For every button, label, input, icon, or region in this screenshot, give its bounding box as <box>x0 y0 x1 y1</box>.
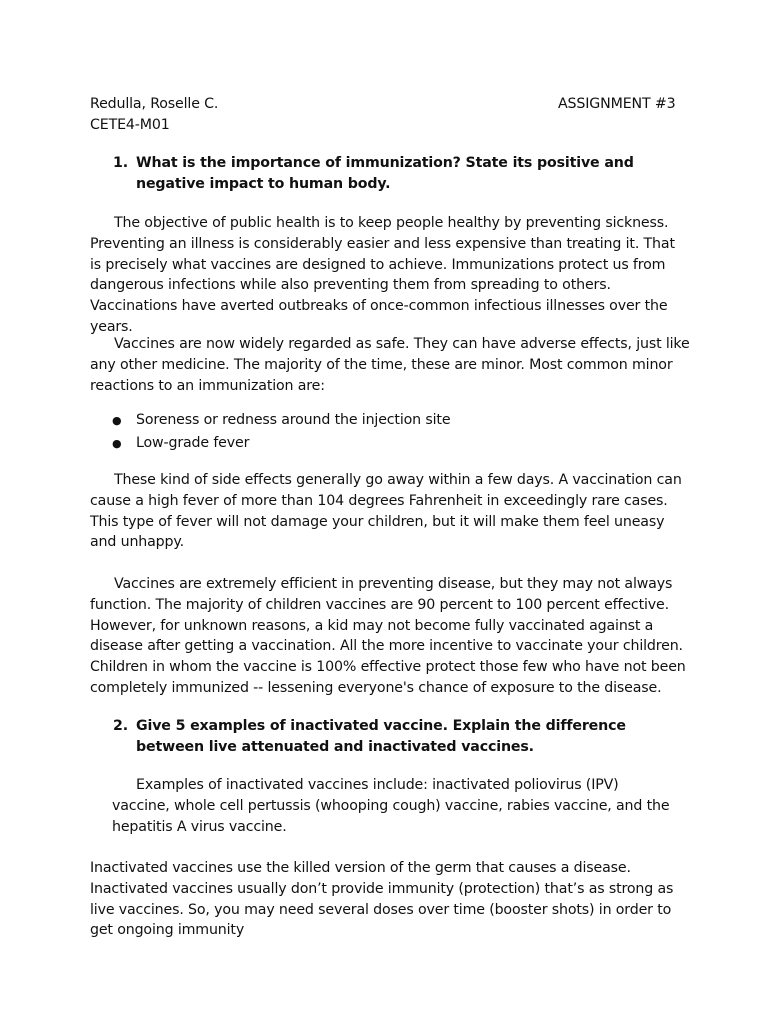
question-2 <box>113 716 676 758</box>
question-2-text: Give 5 examples of inactivated vaccine. Explain the difference between live attenuated and inactivated vaccines. <box>136 718 626 755</box>
header-left <box>90 94 218 136</box>
answer-2-examples: Examples of inactivated vaccines include: inactivated poliovirus (IPV) vaccine, whole cell pertussis (whooping cough) vaccine, rabies vaccine, and the hepatitis A virus vaccine. <box>112 777 670 835</box>
list-item-text: Soreness or redness around the injection site <box>136 412 451 428</box>
bullet-icon: ● <box>112 437 122 450</box>
answer-1-paragraph-4: Vaccines are extremely efficient in preventing disease, but they may not always function. The majority of children vaccines are 90 percent to 100 percent effective. However, for unknown reasons, a kid may not become fully vaccinated against a disease after getting a vaccination. All the more incentive to vaccinate your children. Children in whom the vaccine is 100% effective protect those few who have not been completely immunized -- lessening everyone's chance of exposure to the disease. <box>90 576 686 696</box>
question-1-number: 1. <box>113 155 128 171</box>
course-section: CETE4-M01 <box>90 116 170 133</box>
list-item <box>112 432 656 455</box>
question-1-text: What is the importance of immunization? State its positive and negative impact to human body. <box>136 155 634 192</box>
question-1 <box>113 153 676 195</box>
answer-2-explanation: Inactivated vaccines use the killed version of the germ that causes a disease. Inactivated vaccines usually don’t provide immunity (protection) that’s as strong as live vaccines. So, you may need several doses over time (booster shots) in order to get ongoing immunity <box>90 860 674 939</box>
question-2-number: 2. <box>113 718 128 734</box>
side-effects-list <box>112 409 656 455</box>
list-item-text: Low-grade fever <box>136 435 250 451</box>
answer-1-paragraph-1: The objective of public health is to keep people healthy by preventing sickness. Preventing an illness is considerably easier and less expensive than treating it. That is precisely what vaccines are designed to achieve. Immunizations protect us from dangerous infections while also preventing them from spreading to others. Vaccinations have averted outbreaks of once-common infectious illnesses over the years. <box>90 215 675 335</box>
bullet-icon: ● <box>112 414 122 427</box>
author-name: Redulla, Roselle C. <box>90 96 219 112</box>
answer-1-paragraph-2: Vaccines are now widely regarded as safe. They can have adverse effects, just like any other medicine. The majority of the time, these are minor. Most common minor reactions to an immunization are: <box>90 336 690 394</box>
assignment-title: ASSIGNMENT #3 <box>558 96 676 112</box>
answer-1-paragraph-3: These kind of side effects generally go away within a few days. A vaccination can cause a high fever of more than 104 degrees Fahrenheit in exceedingly rare cases. This type of fever will not damage your children, but it will make them feel uneasy and unhappy. <box>90 472 682 551</box>
list-item <box>112 409 656 432</box>
